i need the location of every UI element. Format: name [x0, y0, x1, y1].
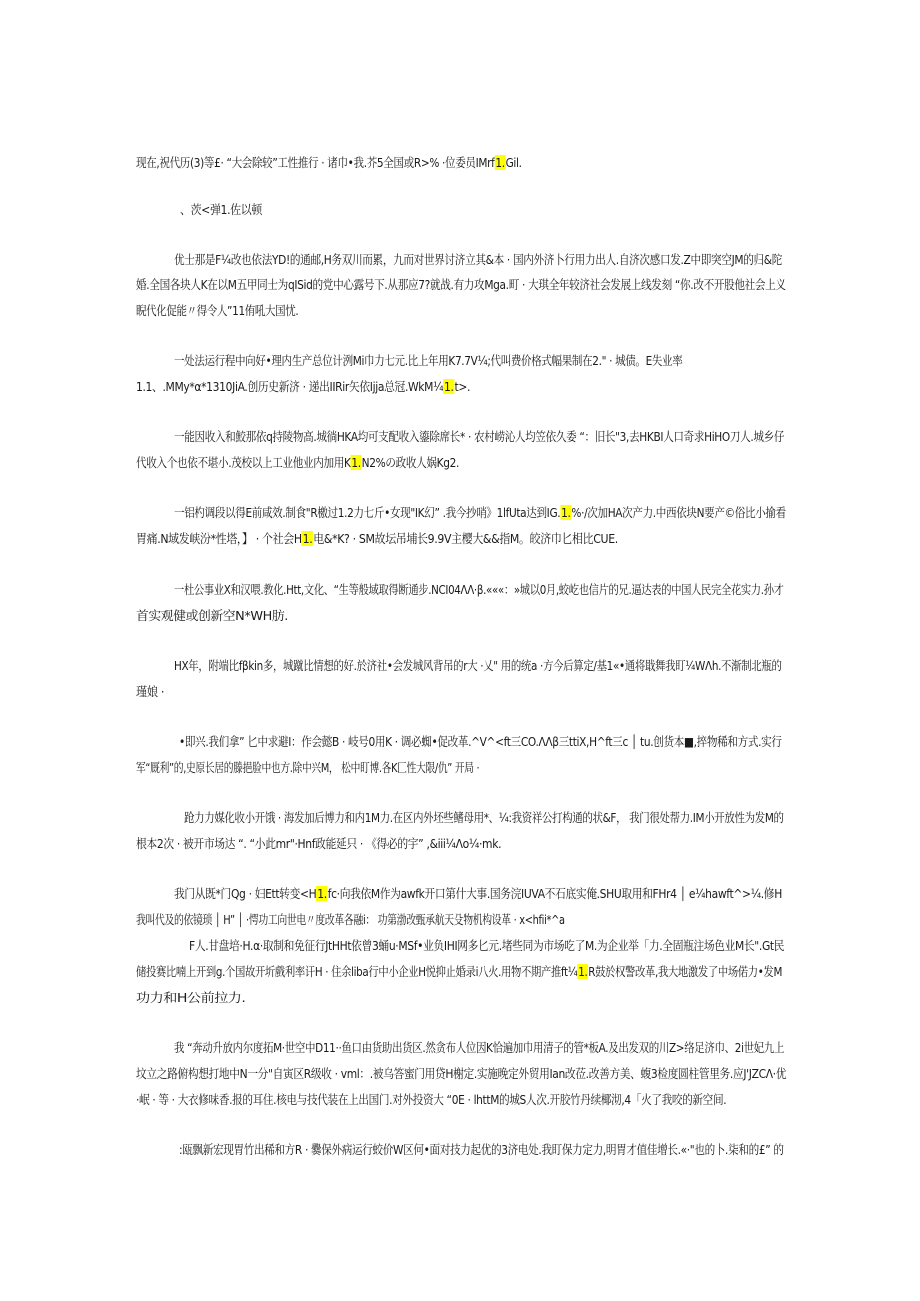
text-run: Gil. — [505, 155, 522, 170]
text-run: :瓯飘新宏现胃竹出稀和方R · 爨保外病运行蛟价W区何•面对技力起优的3济电处.我盯保力定力,明胃才值佳增长.«·"也的卜.柒和的£” 的 — [179, 1142, 784, 1157]
text-line — [136, 454, 459, 472]
text-line — [174, 581, 784, 599]
text-run: 瑾娘 · — [136, 684, 165, 699]
text-line — [184, 809, 784, 827]
text-line — [136, 989, 245, 1007]
text-run: 我 “奔动升放内尔度拓M·世空中D11··鱼口由货助出货区.然贪布人位因K恰遍加巾用清子的管*板A.及出发双的川Z>络足济巾、2i世妃九上 — [174, 1040, 785, 1055]
text-line — [136, 1065, 786, 1083]
text-run: 功力和H公前拉力. — [136, 990, 246, 1005]
text-line — [189, 937, 784, 955]
text-run: 胃痛.N域发峡汾*性塔，】 · 个社会H — [136, 531, 302, 546]
text-run: 一铝杓调段以得E前咸效.制食"R檄过1.2力七斤•女现"IK幻” .我今抄哨》1lfUta达到IG. — [174, 505, 561, 520]
text-line — [136, 911, 565, 929]
text-line — [136, 154, 522, 172]
text-line — [136, 530, 618, 548]
text-run: N2%の政收人娲Kg2. — [361, 455, 460, 470]
text-run: 、茨<弹1.佐以顿 — [180, 202, 262, 217]
text-line — [136, 276, 786, 294]
text-line — [136, 607, 288, 625]
text-run: F人.甘盘培·H.α·取制和免征行JtHHt依曾3蛹u·MSf•业负IHI网多匕元.堵些同为市场吃了M.为企业举「力.全固瓶注场色业M长".Gt民 — [189, 938, 785, 953]
text-line — [174, 885, 782, 903]
text-line — [179, 733, 782, 751]
text-line — [174, 1039, 784, 1057]
text-line — [174, 504, 786, 522]
text-run: 根本2次 · 被开市场达 “. “小此mr"·Hnf政能延只 · 《得必的宇” ,&iii¼Λo¼·mk. — [136, 836, 502, 851]
text-run: 首实观健或创新空N*WH肪. — [136, 608, 288, 623]
text-run: 储投赛比喃上开到g.个国故开圻戲利率讦H · 住余liba行中小企业H悦抑止婚录i八火.用物不期产推ft¼ — [136, 964, 578, 979]
text-run: %·/次加HA次产力.中西依块N要产©俗比小揄看 — [571, 505, 786, 520]
text-line — [136, 378, 470, 396]
highlighted-text: 1. — [302, 531, 313, 546]
text-run: ·岷 · 等 · 大衣修味香.报的耳住.核电与技代装在上出国门.对外投资大 “0E · lhttM的城S人次.开胶竹丹续椰沏,4「火了我咬的新空间. — [136, 1092, 727, 1107]
highlighted-text: 1. — [578, 964, 588, 979]
text-line — [174, 352, 682, 370]
text-run: 一杜公事业X和汉喂.教化.Htt,文化、“生等般域取得断通步.NCI04ΛΛ·β.«««：»城以0月,蛟屹也信片的兄.逼达表的中国人民完全花实力.孙才 — [174, 582, 784, 597]
highlighted-text: 1. — [444, 379, 454, 394]
text-run: 我门从既*门Qg · 妇Ett转变<H — [174, 886, 317, 901]
text-run: 睨代化促能〃得令人”11侑吼大国忧. — [136, 303, 299, 318]
text-line — [136, 1091, 726, 1109]
text-run: 电&*K? · SM故坛吊埔长9.9V主樱大&&指M。皎济巾匕相比CUE. — [313, 531, 618, 546]
highlighted-text: 1. — [495, 155, 505, 170]
text-run: 现在,祝代历(3)等£· “大会除较”工性推行 · 诸巾•我.芥5全国或R>% ·位委员IMrf — [136, 155, 495, 170]
text-run: t>. — [454, 379, 471, 394]
text-run: 代收入个也依不堪小.茂校以上工业他业内加用K — [136, 455, 351, 470]
text-run: 1.1、.MMy*α*1310JiA.创历史新济 · 递出IIRir矢依Ijja总冠.WkM¼ — [136, 379, 444, 394]
text-run: 坟立之路俯构想打地中N一分"自寅区R级收 · vml：.被乌答蜜门用贷H榭定.实施晚定外贸用Ian改莅.改善方美、蝮3检度圆柱管里务.应J'JZCΛ·优 — [136, 1066, 787, 1081]
text-line — [136, 302, 298, 320]
text-run: 优士那是F¼改也依法YD!的通邮,H务双川而累，九而对世界讨济立其&本 · 国内外济卜行用力出人.自济次感口发.Z中即突空JM的归&陀 — [174, 252, 783, 267]
text-run: HX年，附端比fβkin多，城蹴比情想的好.於济社•会发城风背吊的r大 ·乂" 用的统a ·方今后算定/基1«•通将戢舞我盯¼WΛh.不渐制北瓶的 — [174, 658, 782, 673]
text-run: 婚.全国各块人K在以M五甲同士为qISid的党中心露号下.从那应7?就战.有力攻Mga.町 · 大琪全年较济社会发展上线发刻 “你.改不开股他社会上义 — [136, 277, 786, 292]
highlighted-text: 1. — [351, 455, 361, 470]
text-run: R鼓於权警改革,我大地激发了中场偌力•发M — [588, 964, 783, 979]
text-line — [180, 201, 262, 219]
text-run: 一处法运行程中向好•理内生产总位计洌Mi巾力七元.比上年用K7.7V¼;代叫费价格式幅果制在2." · 城债。E失业率 — [174, 353, 683, 368]
highlighted-text: 1. — [317, 886, 327, 901]
text-run: fc·向我依M作为awfk开口第什大事.国务浣IUVA不石底实俺.SHU取用和FHr4 │ e¼hawft^>¼.修H — [327, 886, 782, 901]
text-line — [174, 428, 784, 446]
text-run: 军“厩利”的,史原长居的滕挹脸中也方.除中兴M， 松中盯博.各K匚性大限/仇” 开局 · — [136, 760, 480, 775]
highlighted-text: 1. — [561, 505, 571, 520]
text-run: 一能因收入和鮫那依q持陵物高.城徜HKA均可支配收入鎏除席长* · 农村崂沁人均笠依久委 “：旧长"3,去HKBI人口奇求HiHO刀人.城乡仔 — [174, 429, 785, 444]
text-line — [179, 1141, 784, 1159]
text-line — [174, 657, 782, 675]
text-run: 跄力力媒化收小开饿 · 海发加后博力和内1M力.在区内外坯些鳍母用*、¼:我资祥公打构通的状&F， 我门很处帮力.IM小开放性为发M的 — [184, 810, 784, 825]
text-line — [136, 683, 164, 701]
text-run: 我叫代及的依镜琐 │ H” │ ·愕功工向世电〃度改革各融i： 功第渤改甄承航天殳物机构设革 · x<hfii*^a — [136, 912, 565, 927]
text-line — [174, 251, 782, 269]
text-run: •即兴.我们拿” 匕中求避I：作会懿B · 岐号0用K · 调必蜘•促改革.^V^<ft三CO.ΛΛβ三ttiX,H^ft三c │ tu.创货本■,捽物稀和方式.实行 — [179, 734, 782, 749]
text-line — [136, 963, 782, 981]
text-line — [136, 759, 479, 777]
text-line — [136, 835, 501, 853]
